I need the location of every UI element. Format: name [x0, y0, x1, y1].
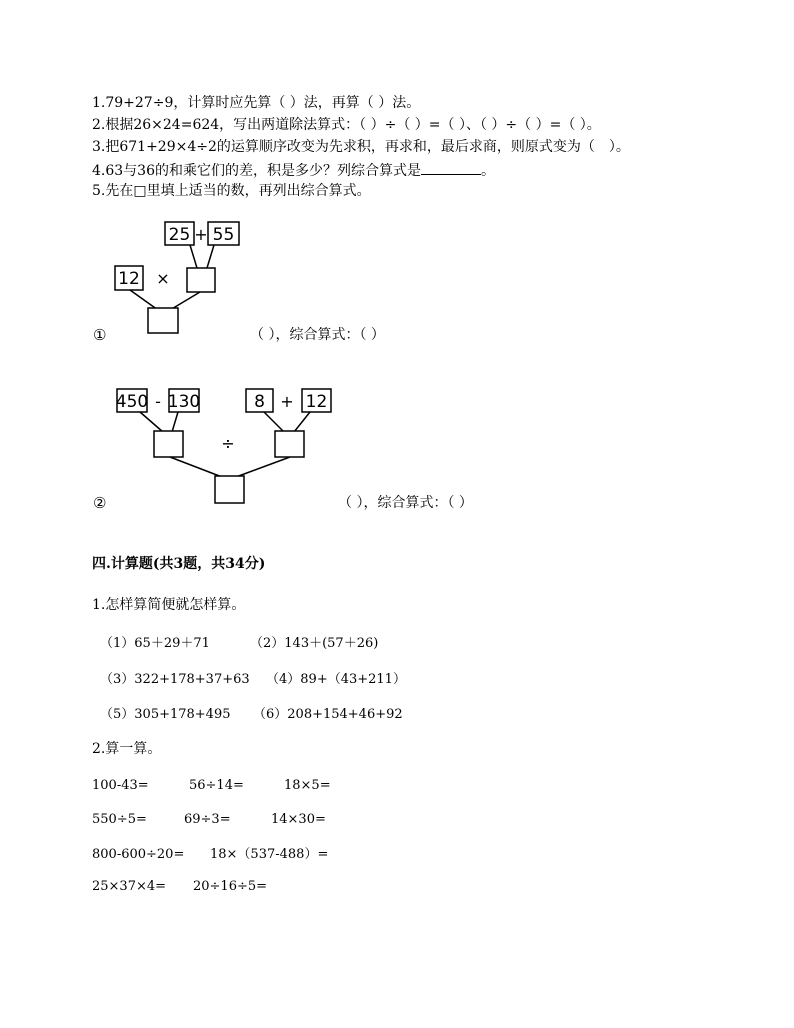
calc-question-2-title: 2.算一算。 — [92, 741, 162, 757]
mental-calc-item: 18×（537-488）= — [210, 847, 329, 862]
marker-1: ① — [93, 326, 107, 344]
mental-calc-item: 18×5= — [284, 778, 331, 793]
question-3: 3.把671+29×4÷2的运算顺序改变为先求积，再求和，最后求商，则原式变为（ ）。 — [92, 139, 630, 155]
d2-b-value: 130 — [167, 392, 201, 412]
question-4-text: 4.63与36的和乘它们的差，积是多少？列综合算式是 — [92, 163, 421, 179]
d2-mid-op: ÷ — [221, 434, 235, 453]
marker-2: ② — [93, 494, 107, 512]
d2-connector — [140, 412, 163, 432]
mental-calc-item: 800-600÷20= — [92, 847, 185, 862]
d1-top-right-value: 55 — [212, 225, 235, 245]
d2-box-left-result[interactable] — [154, 431, 183, 457]
question-4-end: 。 — [481, 163, 495, 179]
calc-item: （3）322+178+37+63 — [100, 672, 250, 687]
question-1: 1.79+27÷9，计算时应先算（ ）法，再算（ ）法。 — [92, 95, 421, 111]
diagram-2-answer: （ ），综合算式：（ ） — [338, 495, 473, 511]
d2-op2: + — [280, 392, 294, 411]
calc-item: （6）208+154+46+92 — [253, 707, 403, 722]
calc-item: （5）305+178+495 — [100, 707, 231, 722]
d2-box-final[interactable] — [215, 476, 244, 503]
d1-top-left-value: 25 — [168, 225, 191, 245]
diagram-1 — [115, 222, 239, 333]
diagram-2 — [116, 389, 331, 503]
d2-d-value: 12 — [305, 392, 328, 412]
d1-mid-op: × — [156, 269, 170, 288]
d1-mid-left-value: 12 — [118, 269, 140, 289]
d2-connector — [170, 457, 222, 477]
d1-connector — [190, 245, 197, 268]
mental-calc-item: 550÷5= — [92, 812, 147, 827]
d1-connector — [207, 245, 214, 268]
d2-a-value: 450 — [115, 392, 149, 412]
calc-item: （1）65＋29＋71 — [100, 636, 210, 651]
question-2: 2.根据26×24=624，写出两道除法算式：（ ）÷（ ）=（ ）、（ ）÷（ ）=（ ）。 — [92, 117, 601, 133]
question-5: 5.先在□里填上适当的数，再列出综合算式。 — [92, 183, 371, 199]
d2-box-right-result[interactable] — [275, 431, 304, 457]
calc-item: （4）89+（43+211） — [266, 672, 406, 687]
d1-connector — [130, 290, 158, 310]
d2-connector — [294, 412, 310, 432]
d2-c-value: 8 — [254, 392, 265, 412]
d2-connector — [264, 412, 284, 432]
mental-calc-item: 25×37×4= — [92, 879, 167, 894]
mental-calc-item: 20÷16÷5= — [193, 879, 268, 894]
mental-calc-item: 14×30= — [271, 812, 326, 827]
d1-box-result[interactable] — [148, 308, 178, 333]
calc-item: （2）143＋(57＋26) — [250, 636, 379, 651]
mental-calc-item: 100-43= — [92, 778, 149, 793]
d2-connector — [172, 412, 178, 432]
section-heading: 四.计算题(共3题，共34分) — [92, 556, 266, 572]
d2-connector — [236, 457, 290, 477]
mental-calc-item: 69÷3= — [184, 812, 231, 827]
d1-box-mid-right[interactable] — [187, 268, 215, 292]
calc-question-1-title: 1.怎样算简便就怎样算。 — [92, 597, 246, 613]
diagram-1-answer: （ ），综合算式：（ ） — [250, 327, 385, 343]
mental-calc-item: 56÷14= — [189, 778, 244, 793]
d1-top-op: + — [194, 225, 208, 244]
d2-op1: - — [155, 392, 161, 411]
